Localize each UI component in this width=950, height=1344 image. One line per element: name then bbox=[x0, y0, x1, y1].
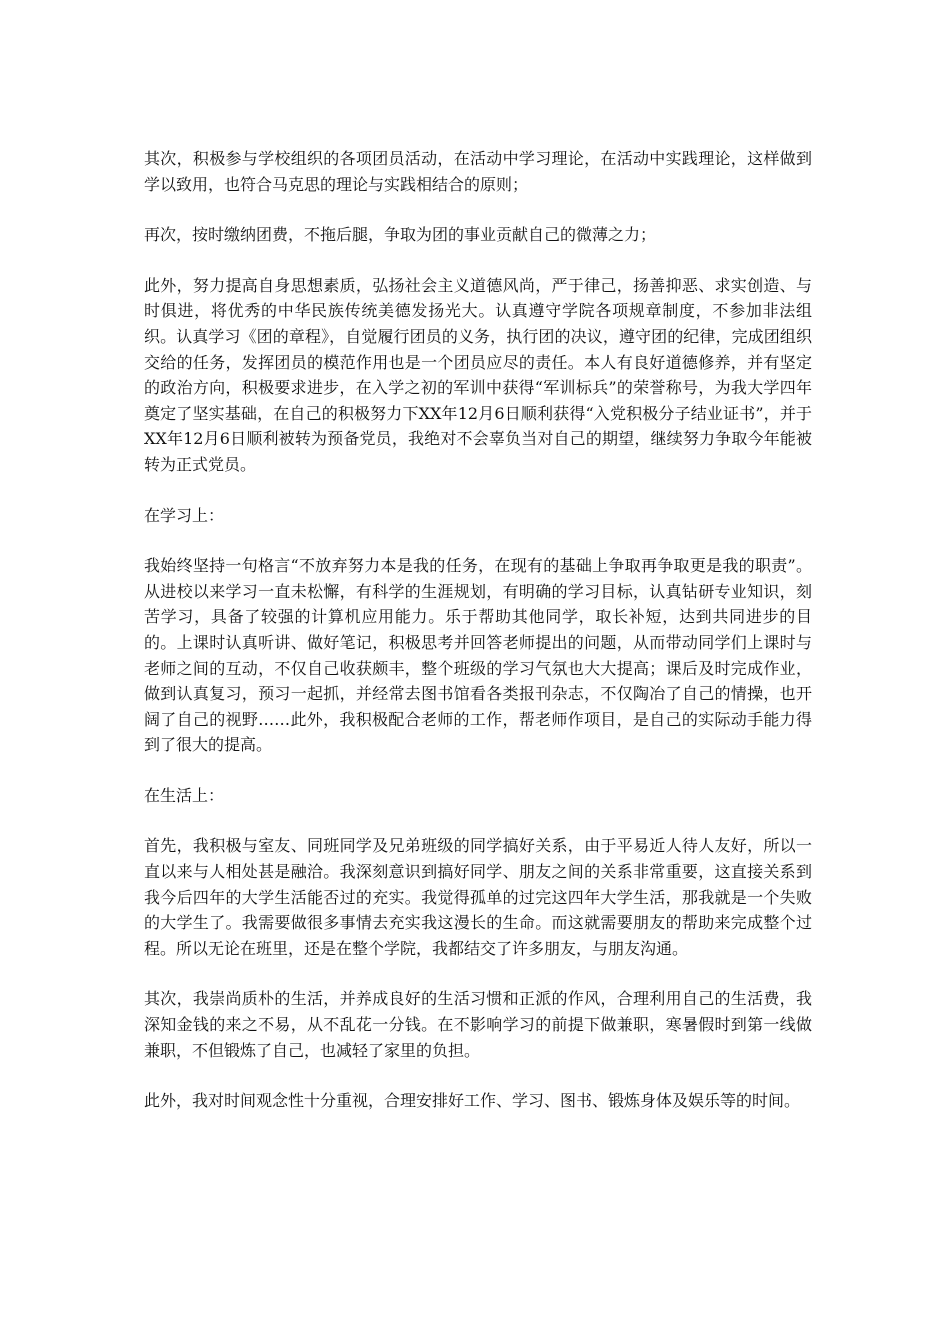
paragraph-league-activities: 其次，积极参与学校组织的各项团员活动，在活动中学习理论，在活动中实践理论，这样做到学以致用，也符合马克思的理论与实践相结合的原则； bbox=[144, 149, 812, 194]
document-body bbox=[144, 146, 812, 1139]
paragraph-league-dues: 再次，按时缴纳团费，不拖后腿，争取为团的事业贡献自己的微薄之力； bbox=[144, 225, 657, 245]
section-heading-study: 在学习上： bbox=[144, 505, 225, 525]
paragraph-study: 我始终坚持一句格言“不放弃努力本是我的任务，在现有的基础上争取再争取更是我的职责”。从进校以来学习一直未松懈，有科学的生涯规划，有明确的学习目标，认真钻研专业知识，刻苦学习，具备了较强的计算机应用能力。乐于帮助其他同学，取长补短，达到共同进步的目的。上课时认真听讲、做好笔记，积极思考并回答老师提出的问题，从而带动同学们上课时与老师之间的互动，不仅自己收获颇丰，整个班级的学习气氛也大大提高；课后及时完成作业，做到认真复习，预习一起抓，并经常去图书馆看各类报刊杂志，不仅陶冶了自己的情操，也开阔了自己的视野……此外，我积极配合老师的工作，帮老师作项目，是自己的实际动手能力得到了很大的提高。 bbox=[144, 556, 812, 755]
paragraph-frugality: 其次，我崇尚质朴的生活，并养成良好的生活习惯和正派的作风，合理利用自己的生活费，我深知金钱的来之不易，从不乱花一分钱。在不影响学习的前提下做兼职，寒暑假时到第一线做兼职，不但锻炼了自己，也减轻了家里的负担。 bbox=[144, 989, 812, 1060]
paragraph-ideology: 此外，努力提高自身思想素质，弘扬社会主义道德风尚，严于律己，扬善抑恶、求实创造、与时俱进，将优秀的中华民族传统美德发扬光大。认真遵守学院各项规章制度，不参加非法组织。认真学习《团的章程》，自觉履行团员的义务，执行团的决议，遵守团的纪律，完成团组织交给的任务，发挥团员的模范作用也是一个团员应尽的责任。本人有良好道德修养，并有坚定的政治方向，积极要求进步，在入学之初的军训中获得“军训标兵”的荣誉称号，为我大学四年奠定了坚实基础，在自己的积极努力下XX年12月6日顺利获得“入党积极分子结业证书”，并于XX年12月6日顺利被转为预备党员，我绝对不会辜负当对自己的期望，继续努力争取今年能被转为正式党员。 bbox=[144, 275, 812, 474]
paragraph-time-management: 此外，我对时间观念性十分重视，合理安排好工作、学习、图书、锻炼身体及娱乐等的时间。 bbox=[144, 1091, 801, 1111]
paragraph-relationships: 首先，我积极与室友、同班同学及兄弟班级的同学搞好关系，由于平易近人待人友好，所以一直以来与人相处甚是融洽。我深刻意识到搞好同学、朋友之间的关系非常重要，这直接关系到我今后四年的大学生活能否过的充实。我觉得孤单的过完这四年大学生活，那我就是一个失败的大学生了。我需要做很多事情去充实我这漫长的生命。而这就需要朋友的帮助来完成整个过程。所以无论在班里，还是在整个学院，我都结交了许多朋友，与朋友沟通。 bbox=[144, 836, 812, 958]
section-heading-life: 在生活上： bbox=[144, 785, 225, 805]
